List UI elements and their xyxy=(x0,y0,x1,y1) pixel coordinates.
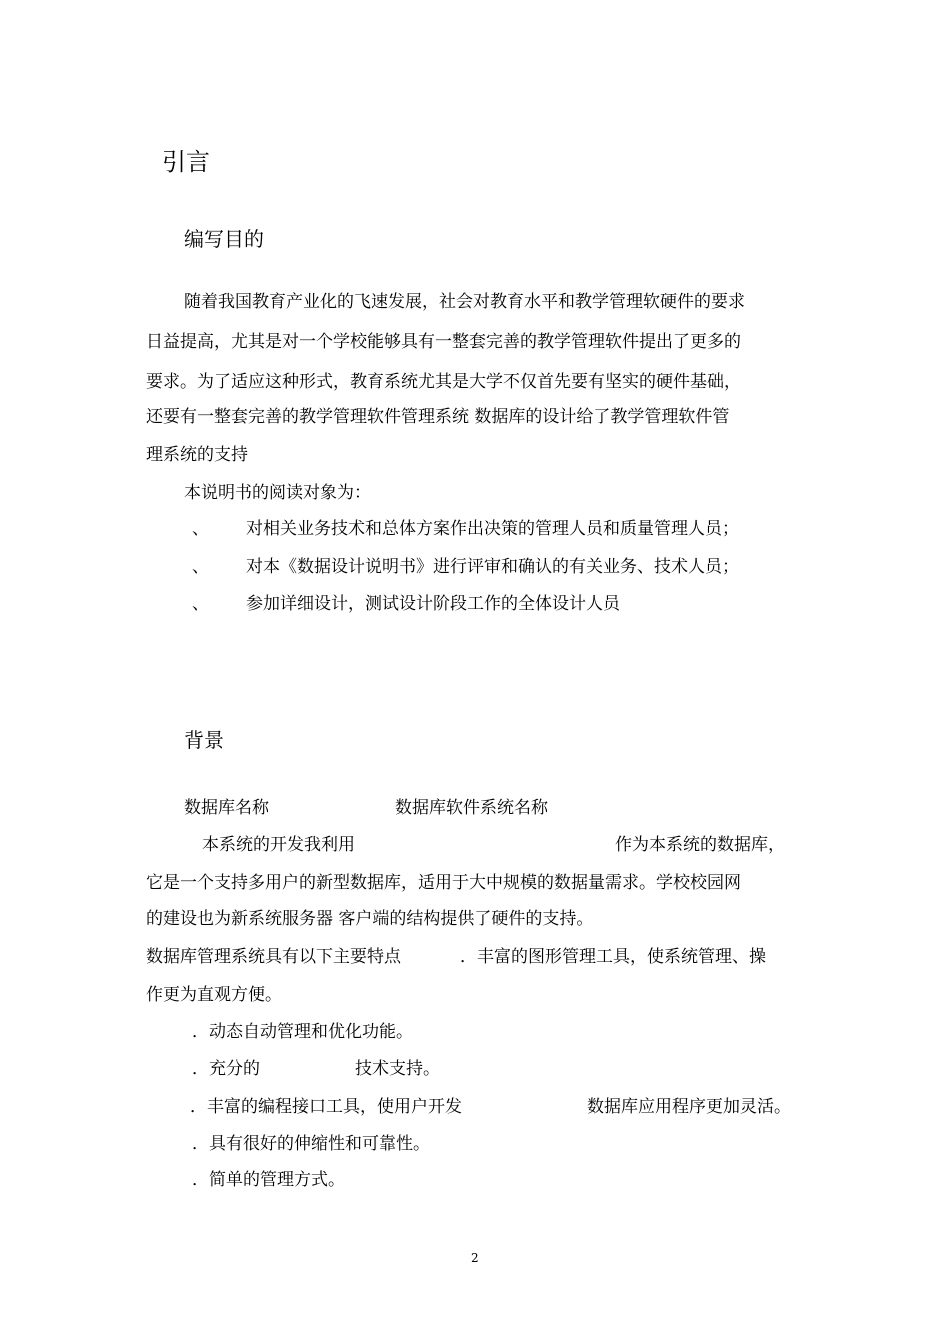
feature-item-tail: 技术支持。 xyxy=(355,1059,440,1079)
purpose-line-1: 随着我国教育产业化的飞速发展，社会对教育水平和教学管理软硬件的要求 xyxy=(184,292,745,312)
db-name-label: 数据库名称 xyxy=(184,798,269,818)
heading-purpose: 编写目的 xyxy=(184,227,264,251)
purpose-line-2: 日益提高，尤其是对一个学校能够具有一整套完善的教学管理软件提出了更多的 xyxy=(146,332,741,352)
page-number: 2 xyxy=(471,1251,479,1265)
purpose-line-3: 要求。为了适应这种形式，教育系统尤其是大学不仅首先要有坚实的硬件基础， xyxy=(146,372,741,392)
heading-background: 背景 xyxy=(184,728,224,752)
features-intro: 数据库管理系统具有以下主要特点 xyxy=(146,947,401,967)
feature-item: ．丰富的编程接口工具，使用户开发 xyxy=(190,1097,462,1117)
feature-item: ．简单的管理方式。 xyxy=(192,1170,345,1190)
reader-bullet: 、 xyxy=(192,594,209,614)
feature-item: ．充分的 xyxy=(192,1059,260,1079)
purpose-line-5: 理系统的支持 xyxy=(146,445,248,465)
dev-para-line-1: 它是一个支持多用户的新型数据库，适用于大中规模的数据量需求。学校校园网 xyxy=(146,873,741,893)
db-system-label: 数据库软件系统名称 xyxy=(395,798,548,818)
reader-item: 对相关业务技术和总体方案作出决策的管理人员和质量管理人员； xyxy=(246,519,739,539)
heading-intro: 引言 xyxy=(162,148,210,176)
feature-item-tail: 数据库应用程序更加灵活。 xyxy=(587,1097,791,1117)
reader-item: 参加详细设计，测试设计阶段工作的全体设计人员 xyxy=(246,594,620,614)
reader-bullet: 、 xyxy=(192,557,209,577)
dev-line-right: 作为本系统的数据库， xyxy=(615,835,785,855)
feature-item: ．具有很好的伸缩性和可靠性。 xyxy=(192,1134,430,1154)
feature-item-first: ．丰富的图形管理工具，使系统管理、操 xyxy=(460,947,766,967)
purpose-line-4: 还要有一整套完善的教学管理软件管理系统 数据库的设计给了教学管理软件管 xyxy=(146,407,730,427)
feature-item: ．动态自动管理和优化功能。 xyxy=(192,1022,413,1042)
reader-bullet: 、 xyxy=(192,519,209,539)
readers-intro: 本说明书的阅读对象为： xyxy=(184,483,371,503)
dev-line-left: 本系统的开发我利用 xyxy=(202,835,355,855)
dev-para-line-2: 的建设也为新系统服务器 客户端的结构提供了硬件的支持。 xyxy=(146,909,594,929)
reader-item: 对本《数据设计说明书》进行评审和确认的有关业务、技术人员； xyxy=(246,557,739,577)
feature-item-first-cont: 作更为直观方便。 xyxy=(146,985,282,1005)
